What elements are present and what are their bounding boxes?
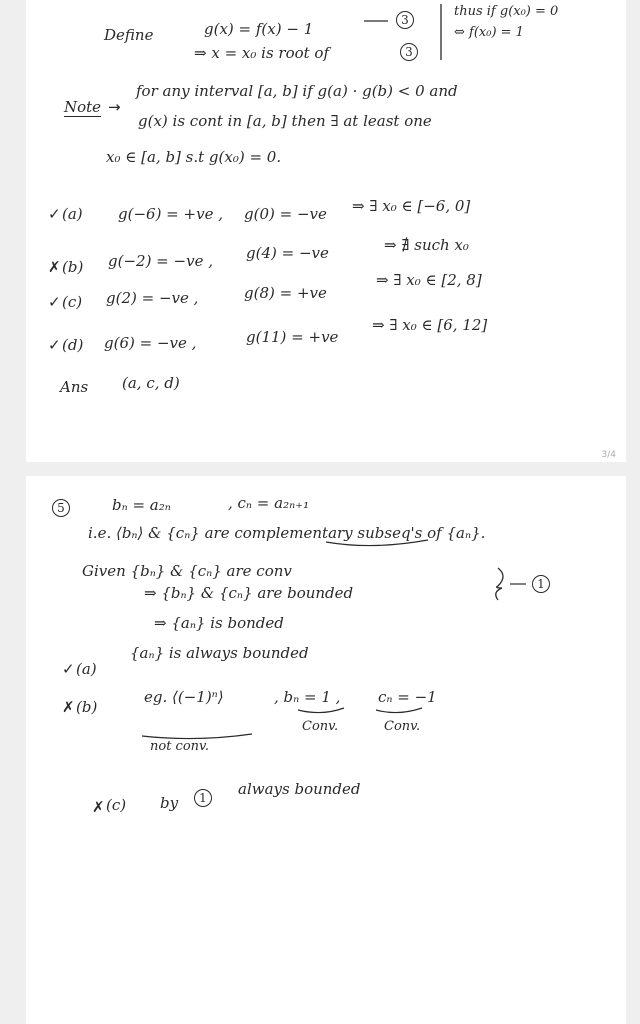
- checkmark-icon: ✓: [62, 660, 75, 678]
- cross-icon: ✗: [62, 698, 75, 716]
- option-eq-1: g(−6) = +ve ,: [118, 205, 223, 223]
- option-b-bn: , bₙ = 1 ,: [274, 688, 341, 706]
- option-b-cn: cₙ = −1: [378, 688, 437, 706]
- option-a-label: (a): [76, 660, 97, 678]
- cn-definition: , cₙ = a₂ₙ₊₁: [228, 494, 310, 512]
- notebook-page-1: [26, 0, 626, 462]
- note-line-2: g(x) is cont in [a, b] then ∃ at least one: [138, 112, 432, 130]
- define-label: Define: [104, 26, 154, 44]
- option-conclusion: ⇒ ∃ x₀ ∈ [6, 12]: [372, 316, 488, 334]
- underline-stroke-icon: [26, 476, 626, 1024]
- note-line-3: x₀ ∈ [a, b] s.t g(x₀) = 0.: [106, 148, 282, 166]
- checkmark-icon: ✓: [48, 205, 61, 223]
- notebook-page-2: [26, 476, 626, 1024]
- option-label: (d): [62, 336, 84, 354]
- option-eq-1: g(6) = −ve ,: [104, 334, 197, 352]
- equation-number-3: 3: [396, 11, 414, 29]
- given-line: Given {bₙ} & {cₙ} are conv: [82, 562, 292, 580]
- option-eq-2: g(0) = −ve: [244, 205, 327, 223]
- option-c-text-post: always bounded: [238, 780, 361, 798]
- option-eq-1: g(−2) = −ve ,: [108, 252, 213, 270]
- option-label: (a): [62, 205, 83, 223]
- option-conclusion: ⇒ ∃ x₀ ∈ [−6, 0]: [352, 197, 471, 215]
- cross-icon: ✗: [92, 798, 105, 816]
- option-conclusion: ⇒ ∃ x₀ ∈ [2, 8]: [376, 271, 482, 289]
- option-eq-2: g(8) = +ve: [244, 284, 327, 302]
- option-conclusion: ⇒ ∄ such x₀: [384, 236, 469, 254]
- note-line-1: for any interval [a, b] if g(a) · g(b) < 0 and: [136, 82, 458, 100]
- checkmark-icon: ✓: [48, 336, 61, 354]
- not-conv-note: not conv.: [150, 739, 209, 754]
- equation-number-3-ref: 3: [400, 43, 418, 61]
- thus-line-1: thus if g(x₀) = 0: [454, 4, 559, 19]
- conv-note-bn: Conv.: [302, 719, 339, 734]
- bounded-line-1: ⇒ {bₙ} & {cₙ} are bounded: [144, 584, 354, 602]
- page-number: 3/4: [601, 450, 616, 460]
- option-c-text-pre: by: [160, 794, 179, 812]
- option-label: (b): [62, 258, 84, 276]
- conv-note-cn: Conv.: [384, 719, 421, 734]
- complementary-line: i.e. ⟨bₙ⟩ & {cₙ} are complementary subseq's of {aₙ}.: [88, 524, 486, 542]
- option-eq-1: g(2) = −ve ,: [106, 289, 199, 307]
- option-eq-2: g(4) = −ve: [246, 244, 329, 262]
- bounded-line-2: ⇒ {aₙ} is bonded: [154, 614, 284, 632]
- root-statement: ⇒ x = x₀ is root of: [194, 44, 330, 62]
- arrow-icon: →: [108, 98, 121, 116]
- option-eq-2: g(11) = +ve: [246, 328, 339, 346]
- option-b-example: eg. ⟨(−1)ⁿ⟩: [144, 688, 224, 706]
- equation-number-1-ref: 1: [194, 789, 212, 807]
- answer-label: Ans: [60, 378, 89, 396]
- option-label: (c): [62, 293, 83, 311]
- option-a-text: {aₙ} is always bounded: [130, 644, 309, 662]
- answer-value: (a, c, d): [122, 374, 180, 392]
- bn-definition: bₙ = a₂ₙ: [112, 496, 171, 514]
- checkmark-icon: ✓: [48, 293, 61, 311]
- arrow-to-eq-3-icon: [26, 0, 626, 462]
- cross-icon: ✗: [48, 258, 61, 276]
- equation-number-1: 1: [532, 575, 550, 593]
- thus-line-2: ⇔ f(x₀) = 1: [454, 25, 524, 40]
- option-b-label: (b): [76, 698, 98, 716]
- question-number-5: 5: [52, 499, 70, 517]
- define-equation: g(x) = f(x) − 1: [204, 20, 314, 38]
- option-c-label: (c): [106, 796, 127, 814]
- note-label: Note: [64, 98, 102, 116]
